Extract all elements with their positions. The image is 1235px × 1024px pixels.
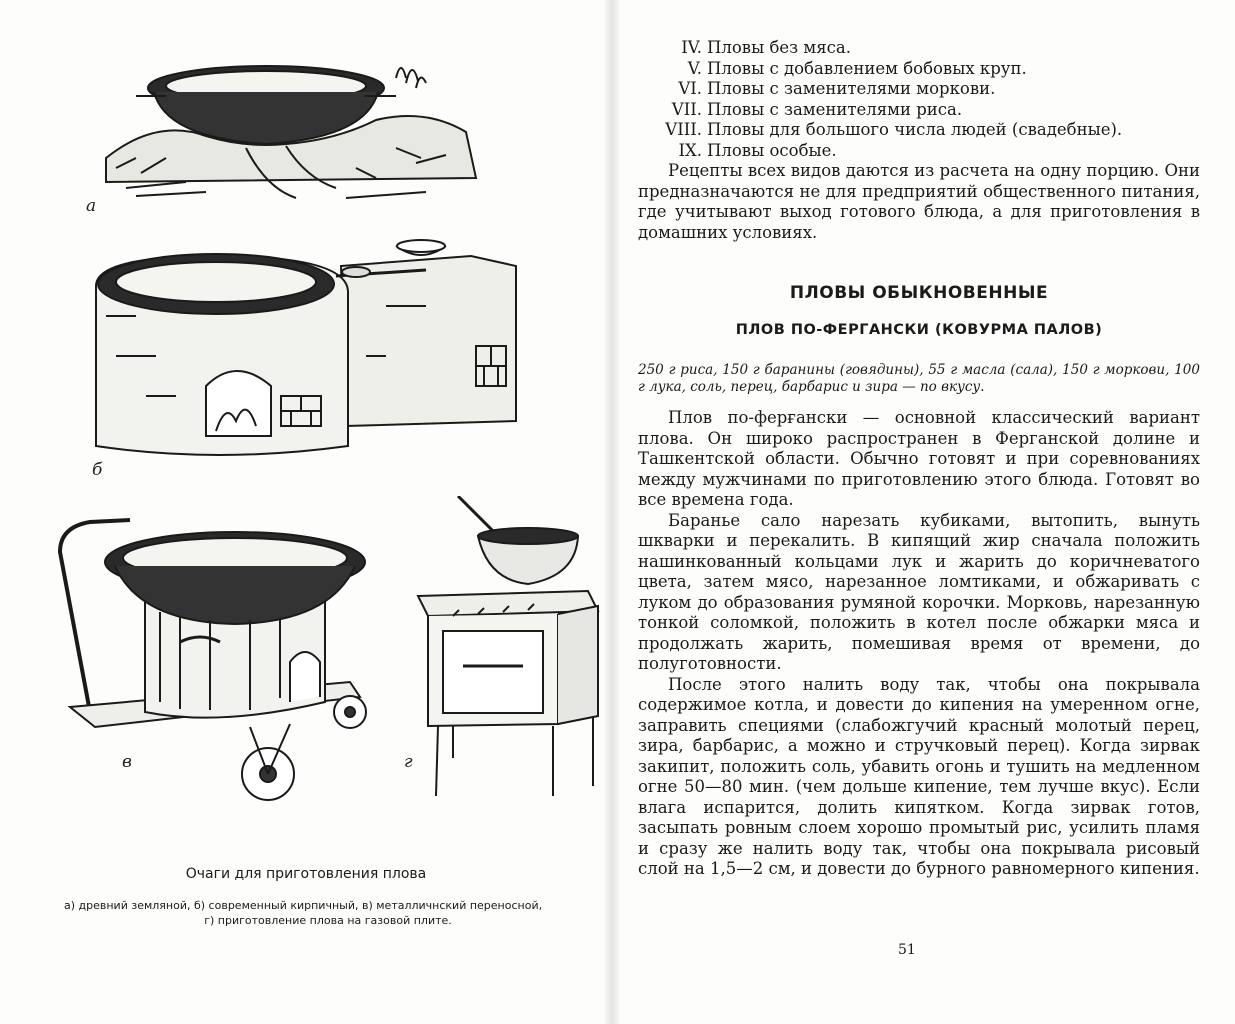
list-item: IX. Пловы особые. xyxy=(678,140,837,160)
brick-stove-illustration xyxy=(86,236,526,466)
figure-label-b: б xyxy=(92,460,103,480)
right-page xyxy=(612,0,1235,1024)
figure-caption-text xyxy=(64,898,592,928)
list-item: VII. Пловы с заменителями риса. xyxy=(671,99,963,119)
metal-portable-stove-illustration xyxy=(50,512,380,802)
body-paragraph: Плов по-ферғански — основной классический вариант плова. Он широко распространен в Ферганской долине и Ташкентской области. Обычно готовят и при соревнованиях между мужчинами по приготовлению этого блюда. Готовят во все времена года. xyxy=(638,408,1200,509)
body-paragraph: Баранье сало нарезать кубиками, вытопить, вынуть шкварки и перекалить. В кипящий жир сначала положить нашинкованный кольцами лук и жарить до коричневатого цвета, затем мясо, нарезанное ломтиками, и обжаривать с луком до образования румяной корочки. Морковь, нарезанную тонкой соломкой, положить в котел после обжарки мяса и продолжать жарить, помешивая время от времени, до полуготовности. xyxy=(638,510,1200,673)
intro-paragraph: Рецепты всех видов даются из расчета на одну порцию. Они предназначаются не для предприятий общественного питания, где учитывают выход готового блюда, а для приготовления в домашних условиях. xyxy=(638,161,1200,242)
figure-caption-line-2: г) приготовление плова на газовой плите. xyxy=(204,914,452,927)
gas-stove-illustration xyxy=(408,496,604,796)
body-paragraph: После этого налить воду так, чтобы она покрывала содержимое котла, и довести до кипения на умеренном огне, заправить специями (слабожгучий красный молотый перец, зира, барбарис, а можно и стручковый перец). Когда зирвак закипит, положить соль, убавить огонь и тушить на медленном огне 50—80 мин. (чем дольше кипение, тем лучше вкус). Если влага испарится, долить кипятком. Когда зирвак готов, засыпать ровным слоем хорошо промытый рис, усилить пламя и сразу же налить воду так, чтобы она покрывала рисовый слой на 1,5—2 см, и довести до бурного равномерного кипения. xyxy=(638,674,1200,878)
list-item: VI. Пловы с заменителями моркови. xyxy=(678,79,996,98)
section-title: ПЛОВЫ ОБЫКНОВЕННЫЕ xyxy=(789,283,1049,303)
figure-label-g: г xyxy=(404,752,413,772)
list-item: V. Пловы с добавлением бобовых круп. xyxy=(687,58,1027,78)
left-page xyxy=(0,0,612,1024)
figure-label-v: в xyxy=(122,752,132,772)
page-number: 51 xyxy=(898,942,916,958)
right-page-content xyxy=(638,38,1200,880)
earthen-hearth-illustration xyxy=(96,48,486,208)
figure-caption-line-1: а) древний земляной, б) современный кирпичный, в) металличнский переносной, xyxy=(64,899,543,912)
plov-category-list xyxy=(638,38,1200,161)
list-item: IV. Пловы без мяса. xyxy=(681,38,851,57)
ingredients-list: 250 г риса, 150 г баранины (говядины), 55 г масла (сала), 150 г моркови, 100 г лука, соль, перец, барбарис и зира — по вкусу. xyxy=(638,362,1200,395)
recipe-title: ПЛОВ ПО-ФЕРГАНСКИ (КОВУРМА ПАЛОВ) xyxy=(735,321,1103,338)
list-item: VIII. Пловы для большого числа людей (свадебные). xyxy=(665,120,1123,139)
figure-label-a: а xyxy=(86,196,97,216)
figure-caption-title: Очаги для приготовления плова xyxy=(185,866,427,882)
